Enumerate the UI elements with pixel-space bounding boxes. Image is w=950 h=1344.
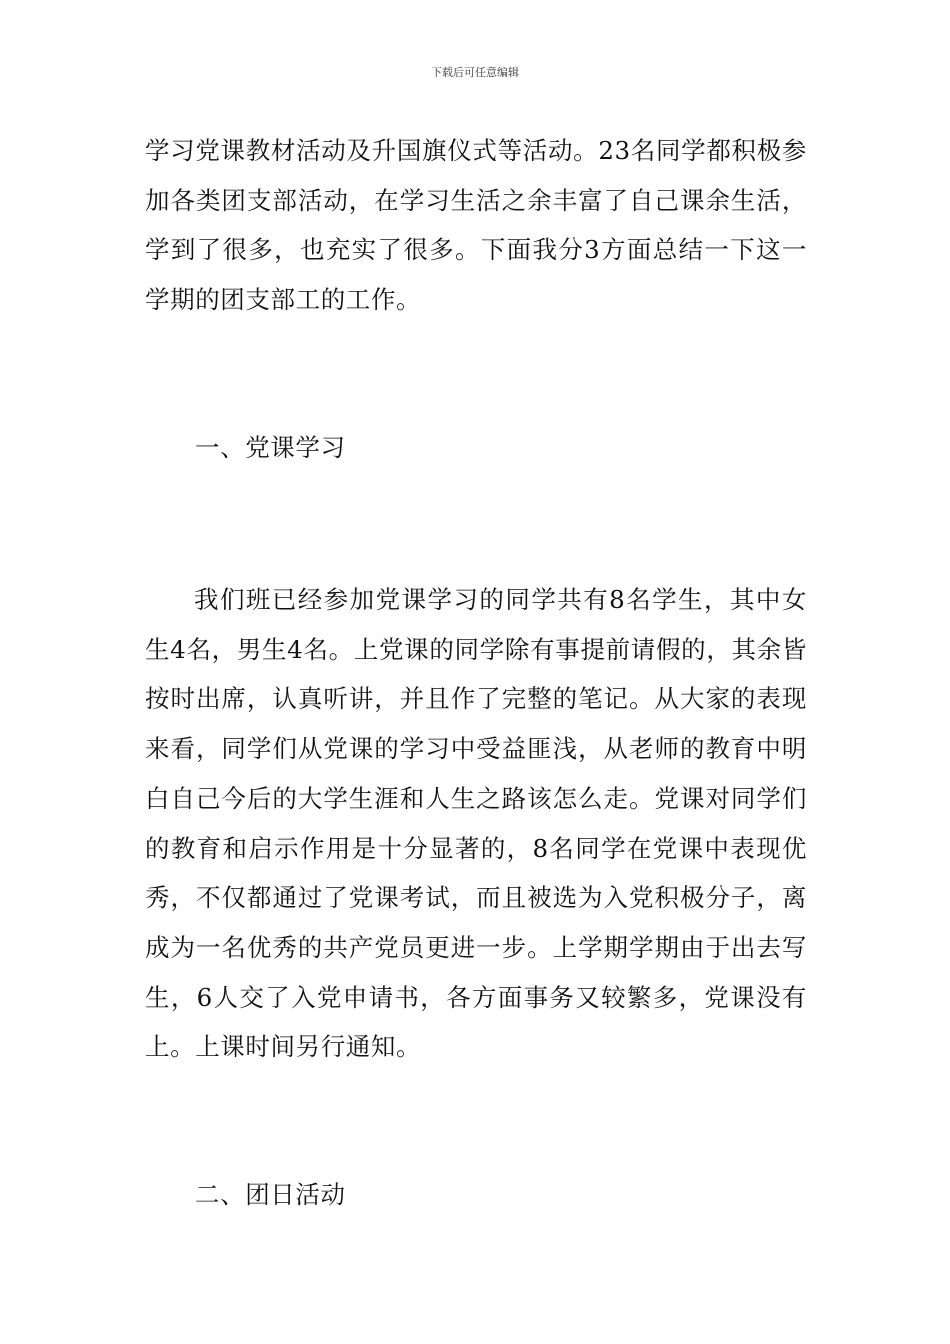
section-paragraph-party-class: 我们班已经参加党课学习的同学共有8名学生，其中女生4名，男生4名。上党课的同学除有事提前请假的，其余皆按时出席，认真听讲，并且作了完整的笔记。从大家的表现来看，同学们从党课的学习中受益匪浅，从老师的教育中明白自己今后的大学生涯和人生之路该怎么走。党课对同学们的教育和启示作用是十分显著的，8名同学在党课中表现优秀，不仅都通过了党课考试，而且被选为入党积极分子，离成为一名优秀的共产党员更进一步。上学期学期由于出去写生，6人交了入党申请书，各方面事务又较繁多，党课没有上。上课时间另行通知。 xyxy=(145,585,807,1062)
section-heading-league-activities: 二、团日活动 xyxy=(195,1180,346,1209)
intro-paragraph: 学习党课教材活动及升国旗仪式等活动。23名同学都积极参加各类团支部活动，在学习生活之余丰富了自己课余生活，学到了很多，也充实了很多。下面我分3方面总结一下这一学期的团支部工的工作。 xyxy=(145,136,807,315)
page-header-note: 下载后可任意编辑 xyxy=(431,66,519,79)
section-heading-party-class: 一、党课学习 xyxy=(195,433,346,462)
